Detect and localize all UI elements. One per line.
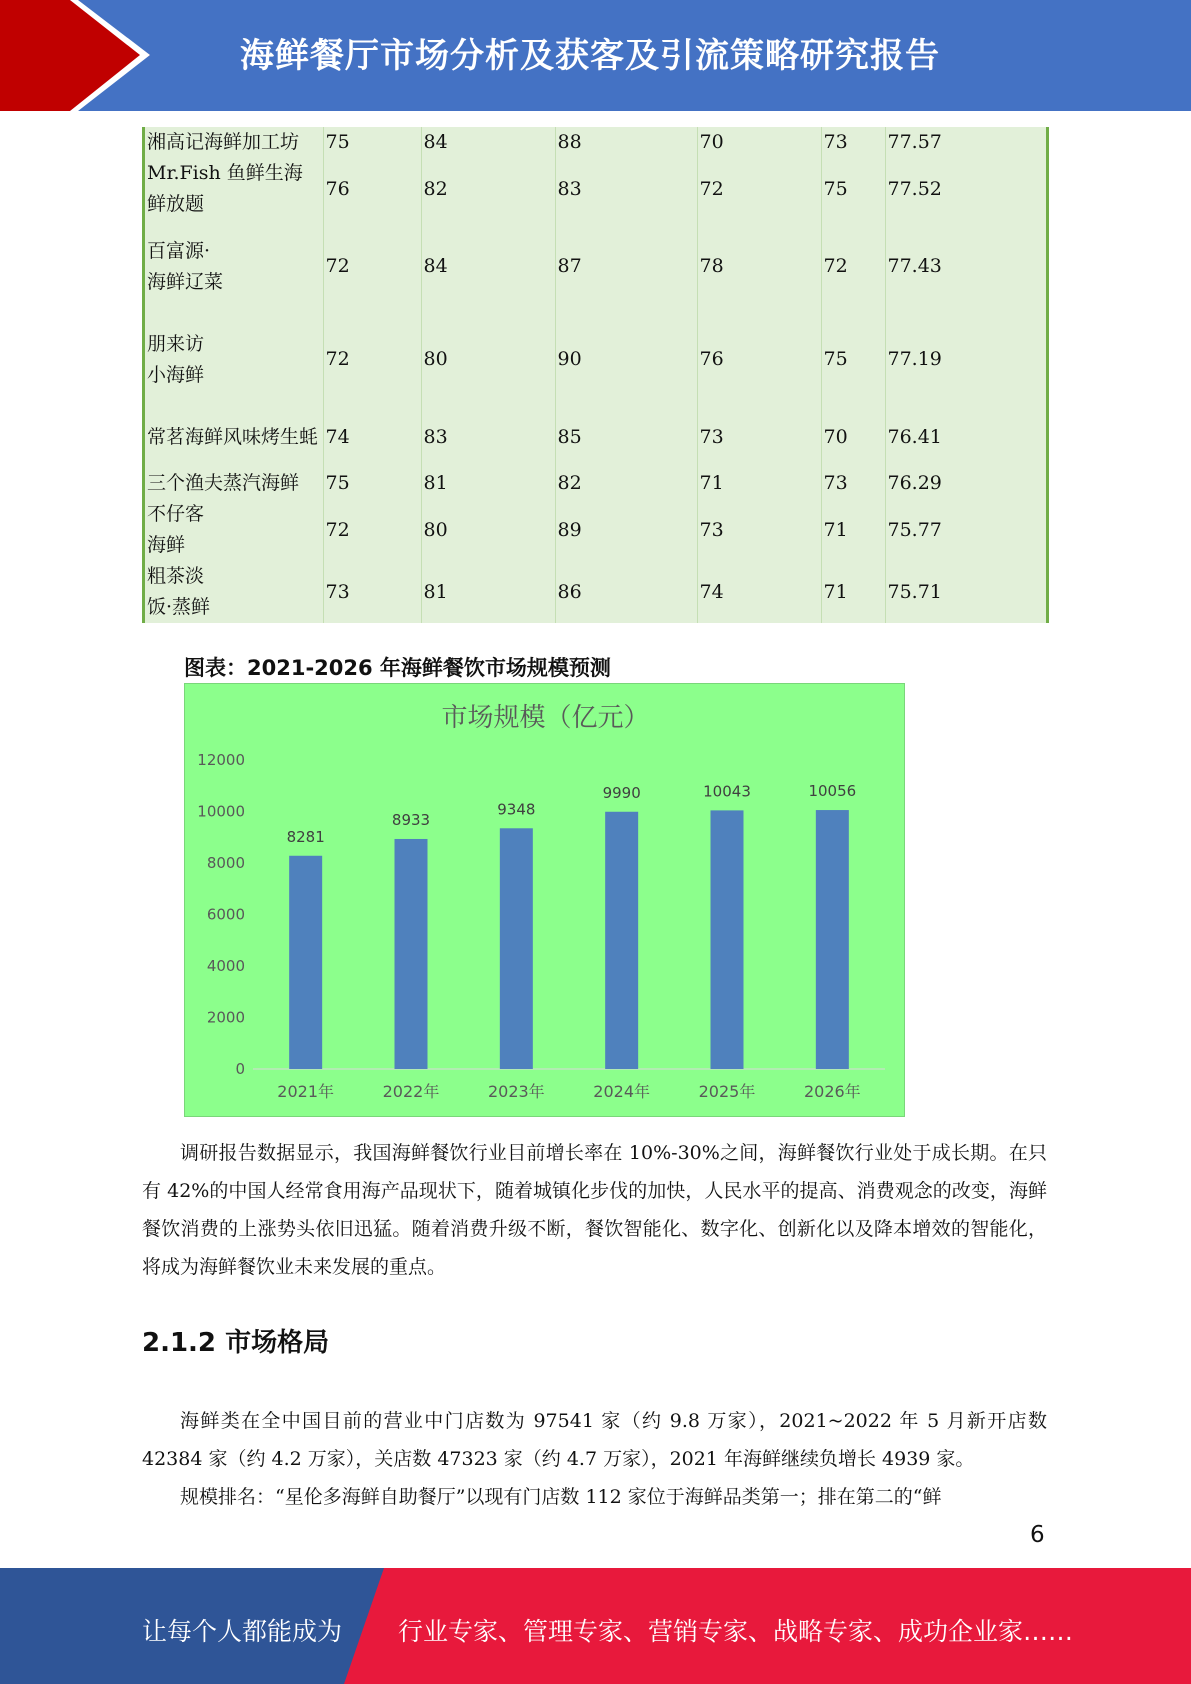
score-cell: 77.43 — [885, 220, 1046, 313]
footer-slogan-right: 行业专家、管理专家、营销专家、战略专家、成功企业家…… — [398, 1617, 1074, 1646]
y-tick-label: 2000 — [206, 1008, 245, 1027]
score-cell: 75 — [821, 158, 885, 220]
score-cell: 81 — [421, 468, 555, 499]
score-cell: 87 — [555, 220, 697, 313]
score-cell: 82 — [555, 468, 697, 499]
score-cell: 77.52 — [885, 158, 1046, 220]
score-cell: 70 — [697, 127, 821, 158]
footer-slogan-left: 让每个人都能成为 — [142, 1617, 343, 1646]
table-row — [145, 499, 1046, 561]
section-heading: 2.1.2 市场格局 — [142, 1328, 330, 1358]
bar — [500, 828, 533, 1069]
score-cell: 71 — [821, 499, 885, 561]
data-label: 8933 — [391, 810, 431, 829]
restaurant-name: 百富源· 海鲜辽菜 — [147, 239, 224, 293]
chart-title: 市场规模（亿元） — [441, 703, 650, 733]
data-label: 9990 — [602, 783, 641, 802]
y-tick-label: 10000 — [197, 802, 245, 821]
score-cell: 73 — [697, 499, 821, 561]
table-row — [145, 468, 1046, 499]
score-cell: 83 — [555, 158, 697, 220]
paragraph-ranking: 规模排名：“星伦多海鲜自助餐厅”以现有门店数 112 家位于海鲜品类第一；排在第二的“鲜 — [180, 1486, 942, 1508]
score-cell: 70 — [821, 406, 885, 468]
y-tick-label: 12000 — [197, 751, 245, 769]
table-row — [145, 313, 1046, 406]
score-cell: 83 — [421, 406, 555, 468]
score-cell: 73 — [323, 561, 421, 623]
score-cell: 73 — [821, 468, 885, 499]
paragraph-store-count: 海鲜类在全中国目前的营业中门店数为 97541 家（约 9.8 万家），2021~2022 年 5 月新开店数 42384 家（约 4.2 万家），关店数 47323 家（约 4.7 万家），2021 年海鲜继续负增长 4939 家。 — [142, 1410, 1047, 1470]
bar — [605, 812, 638, 1069]
x-tick-label: 2026年 — [803, 1082, 861, 1101]
data-label: 9348 — [497, 800, 536, 819]
bar — [816, 810, 849, 1069]
score-cell: 80 — [421, 313, 555, 406]
table-row — [145, 220, 1046, 313]
score-cell: 85 — [555, 406, 697, 468]
score-cell: 75 — [821, 313, 885, 406]
score-cell: 75 — [323, 468, 421, 499]
market-size-chart — [184, 683, 905, 1117]
score-cell: 84 — [421, 220, 555, 313]
score-cell: 71 — [697, 468, 821, 499]
chart-caption: 图表：2021-2026 年海鲜餐饮市场规模预测 — [184, 656, 611, 680]
score-cell: 71 — [821, 561, 885, 623]
page-footer — [0, 1568, 1191, 1684]
restaurant-name: 粗茶淡 饭·蒸鲜 — [147, 565, 211, 618]
table-row — [145, 127, 1046, 158]
score-cell: 86 — [555, 561, 697, 623]
data-label: 8281 — [286, 827, 325, 846]
x-tick-label: 2022年 — [382, 1082, 440, 1101]
bar — [289, 856, 322, 1069]
score-cell: 81 — [421, 561, 555, 623]
score-cell: 88 — [555, 127, 697, 158]
score-cell: 73 — [697, 406, 821, 468]
page-header — [0, 0, 1191, 111]
score-cell: 75.77 — [885, 499, 1046, 561]
restaurant-name: Mr.Fish 鱼鲜生海鲜放题 — [147, 162, 303, 215]
restaurant-score-table — [142, 127, 1049, 623]
score-cell: 72 — [821, 220, 885, 313]
score-cell: 75.71 — [885, 561, 1046, 623]
score-cell: 72 — [697, 158, 821, 220]
y-tick-label: 4000 — [206, 957, 245, 975]
table-row — [145, 561, 1046, 623]
paragraph-growth: 调研报告数据显示，我国海鲜餐饮行业目前增长率在 10%-30%之间，海鲜餐饮行业处于成长期。在只有 42%的中国人经常食用海产品现状下，随着城镇化步伐的加快，人民水平的提高、消费观念的改变，海鲜餐饮消费的上涨势头依旧迅猛。随着消费升级不断，餐饮智能化、数字化、创新化以及降本增效的智能化，将成为海鲜餐饮业未来发展的重点。 — [142, 1142, 1047, 1278]
score-cell: 77.57 — [885, 127, 1046, 158]
score-cell: 76.41 — [885, 406, 1046, 468]
data-label: 10043 — [703, 782, 751, 801]
score-cell: 74 — [323, 406, 421, 468]
score-cell: 75 — [323, 127, 421, 158]
score-cell: 90 — [555, 313, 697, 406]
score-cell: 72 — [323, 220, 421, 313]
table-row — [145, 158, 1046, 220]
score-cell: 82 — [421, 158, 555, 220]
y-tick-label: 6000 — [206, 905, 245, 924]
data-label: 10056 — [808, 782, 857, 801]
restaurant-name: 常茗海鲜风味烤生蚝 — [147, 425, 319, 448]
score-cell: 73 — [821, 127, 885, 158]
score-cell: 77.19 — [885, 313, 1046, 406]
score-cell: 89 — [555, 499, 697, 561]
bar — [711, 810, 744, 1069]
page-number: 6 — [1030, 1522, 1045, 1548]
score-cell: 76 — [697, 313, 821, 406]
score-cell: 76.29 — [885, 468, 1046, 499]
restaurant-name: 不仔客 海鲜 — [147, 503, 205, 556]
score-cell: 76 — [323, 158, 421, 220]
x-tick-label: 2021年 — [277, 1082, 335, 1101]
score-cell: 78 — [697, 220, 821, 313]
score-cell: 84 — [421, 127, 555, 158]
x-tick-label: 2024年 — [593, 1082, 651, 1101]
score-cell: 72 — [323, 313, 421, 406]
table-row — [145, 406, 1046, 468]
score-cell: 72 — [323, 499, 421, 561]
x-tick-label: 2025年 — [698, 1082, 756, 1101]
x-tick-label: 2023年 — [487, 1082, 545, 1101]
header-arrow-decoration — [0, 0, 150, 111]
report-title: 海鲜餐厅市场分析及获客及引流策略研究报告 — [240, 36, 940, 76]
y-tick-label: 0 — [235, 1060, 245, 1078]
bar — [395, 839, 428, 1069]
restaurant-name: 朋来访 小海鲜 — [147, 332, 205, 386]
market-size-bar-chart — [185, 684, 906, 1118]
score-cell: 74 — [697, 561, 821, 623]
restaurant-name: 三个渔夫蒸汽海鲜 — [147, 472, 300, 494]
restaurant-name: 湘高记海鲜加工坊 — [147, 131, 300, 153]
score-cell: 80 — [421, 499, 555, 561]
y-tick-label: 8000 — [206, 854, 245, 872]
